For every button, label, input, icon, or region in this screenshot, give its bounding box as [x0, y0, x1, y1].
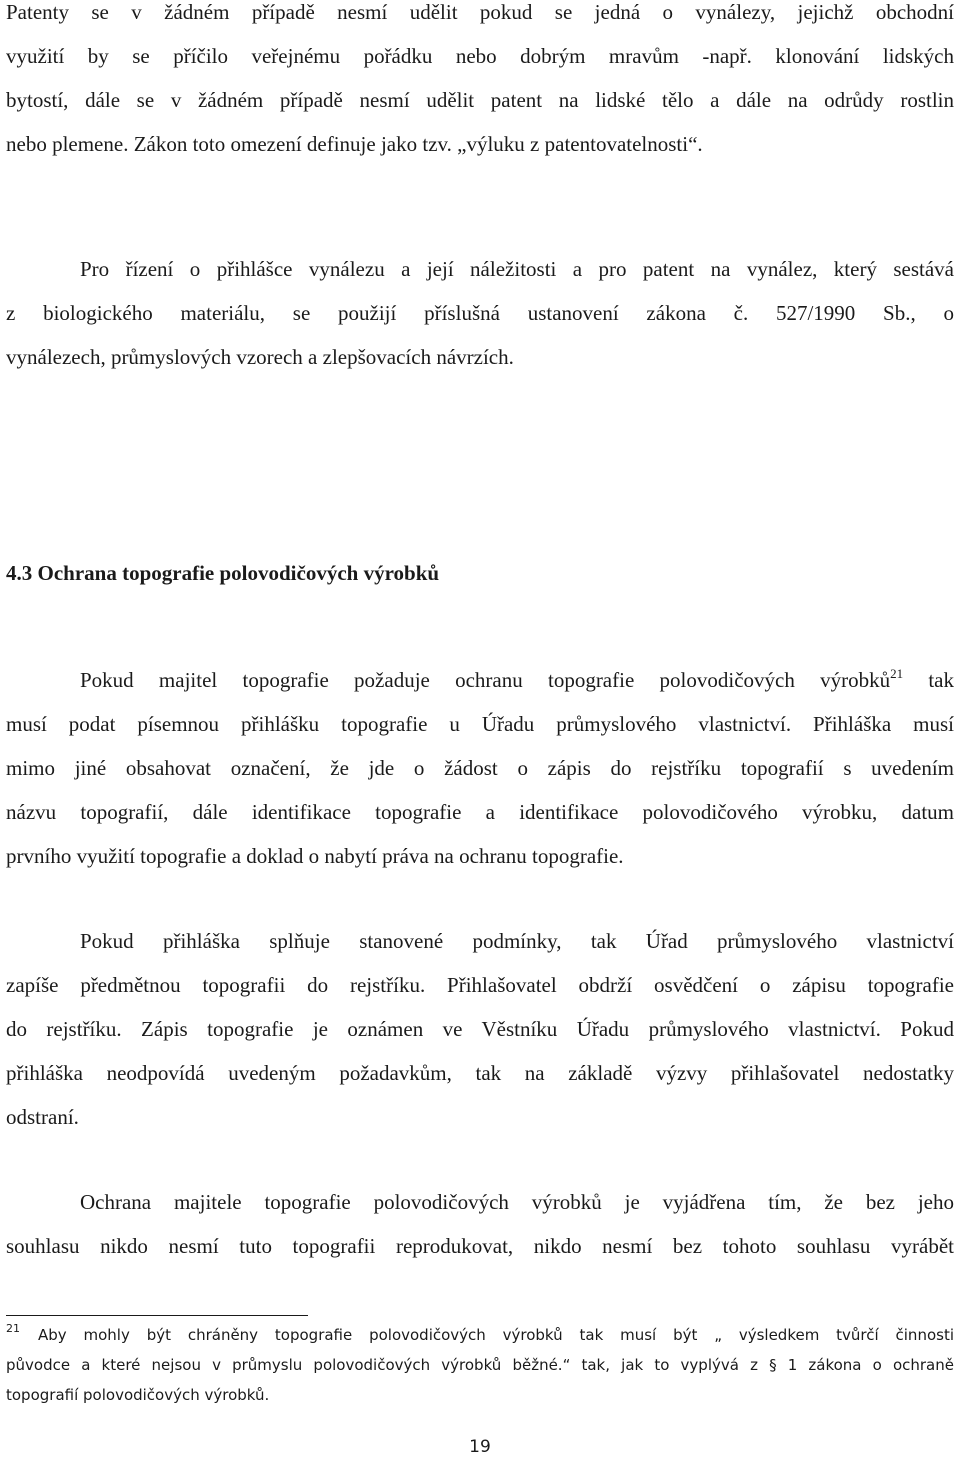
text-line: Ochrana majitele topografie polovodičových výrobků je vyjádřena tím, že bez jeho [80, 1190, 954, 1214]
section-heading: 4.3 Ochrana topografie polovodičových výrobků [6, 561, 440, 585]
paragraph-topography-application [6, 658, 954, 878]
text-line: do rejstříku. Zápis topografie je oznámen ve Věstníku Úřadu průmyslového vlastnictví. Pokud [6, 1017, 954, 1041]
paragraph-patent-exclusion [6, 0, 954, 166]
paragraph-owner-protection [6, 1180, 954, 1268]
text-line: vynálezech, průmyslových vzorech a zlepšovacích návrzích. [6, 345, 514, 369]
page-number: 19 [469, 1437, 491, 1457]
text-line: nebo plemene. Zákon toto omezení definuje jako tzv. „výluku z patentovatelnosti“. [6, 132, 703, 156]
text-line: využití by se příčilo veřejnému pořádku nebo dobrým mravům -např. klonování lidských [6, 44, 954, 68]
footnote-line: původce a které nejsou v průmyslu polovodičových výrobků běžné.“ tak, jak to vyplývá z § 1 zákona o ochraně [6, 1356, 954, 1374]
footnote-line: 21 Aby mohly být chráněny topografie polovodičových výrobků tak musí být „ výsledkem tvůrčí činnosti [6, 1322, 954, 1344]
text-line: zapíše předmětnou topografii do rejstříku. Přihlašovatel obdrží osvědčení o zápisu topografie [6, 973, 954, 997]
text-fragment: Pokud majitel topografie požaduje ochranu topografie polovodičových výrobků [80, 668, 891, 692]
footnote-separator [6, 1315, 308, 1316]
paragraph-registration [6, 919, 954, 1139]
footnote [6, 1320, 954, 1410]
paragraph-biological-material [6, 247, 954, 379]
text-line: přihláška neodpovídá uvedeným požadavkům, tak na základě výzvy přihlašovatel nedostatky [6, 1061, 954, 1085]
text-line: z biologického materiálu, se použijí příslušná ustanovení zákona č. 527/1990 Sb., o [6, 301, 954, 325]
text-line: názvu topografií, dále identifikace topografie a identifikace polovodičového výrobku, datum [6, 800, 954, 824]
text-line: odstraní. [6, 1105, 79, 1129]
text-fragment: tak [903, 668, 955, 692]
text-line [6, 658, 954, 702]
footnote-line: topografií polovodičových výrobků. [6, 1386, 270, 1404]
footnote-reference[interactable]: 21 [890, 666, 904, 681]
text-line: musí podat písemnou přihlášku topografie u Úřadu průmyslového vlastnictví. Přihláška musí [6, 712, 954, 736]
text-line: Pro řízení o přihlášce vynálezu a její náležitosti a pro patent na vynález, který sestává [80, 257, 954, 281]
text-line: bytostí, dále se v žádném případě nesmí udělit patent na lidské tělo a dále na odrůdy rostlin [6, 88, 954, 112]
text-line: prvního využití topografie a doklad o nabytí práva na ochranu topografie. [6, 844, 624, 868]
text-line: mimo jiné obsahovat označení, že jde o žádost o zápis do rejstříku topografií s uvedením [6, 756, 954, 780]
text-line: Patenty se v žádném případě nesmí udělit pokud se jedná o vynálezy, jejichž obchodní [6, 0, 954, 24]
text-line: souhlasu nikdo nesmí tuto topografii reprodukovat, nikdo nesmí bez tohoto souhlasu vyrábět [6, 1234, 954, 1258]
footnote-text: Aby mohly být chráněny topografie polovodičových výrobků tak musí být „ výsledkem tvůrčí činnosti [38, 1326, 954, 1344]
text-line: Pokud přihláška splňuje stanovené podmínky, tak Úřad průmyslového vlastnictví [80, 929, 954, 953]
